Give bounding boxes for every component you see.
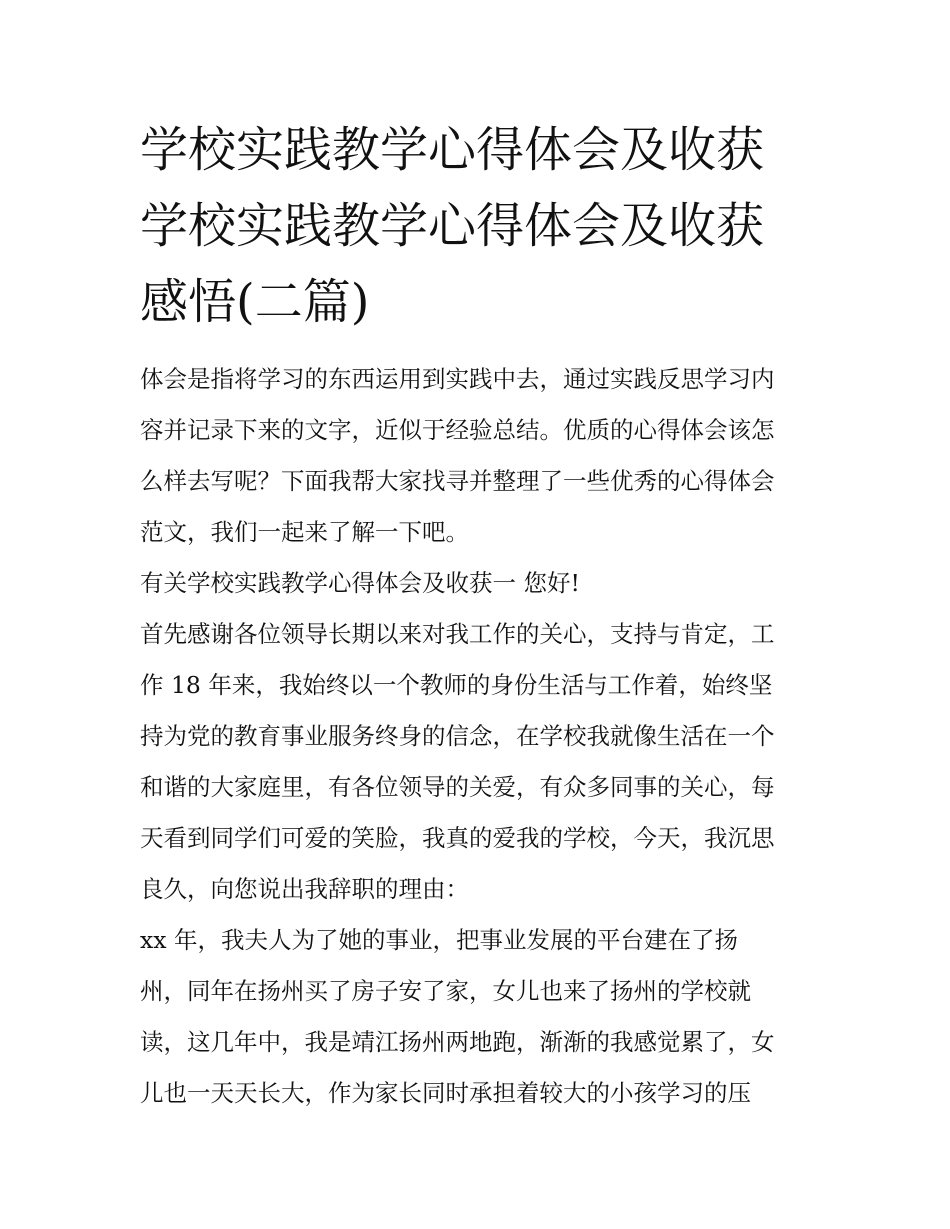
title-line: 感悟(二篇): [140, 274, 370, 330]
document-body: [140, 354, 820, 1119]
body-line: xx 年，我夫人为了她的事业，把事业发展的平台建在了扬: [140, 926, 738, 954]
title-line: 学校实践教学心得体会及收获: [140, 122, 765, 178]
body-line: 体会是指将学习的东西运用到实践中去，通过实践反思学习内: [140, 365, 775, 393]
body-line: 天看到同学们可爱的笑脸，我真的爱我的学校，今天，我沉思: [140, 824, 775, 852]
section-heading-line: 有关学校实践教学心得体会及收获一 您好!: [140, 569, 580, 597]
document-title: [140, 112, 840, 340]
body-line: 容并记录下来的文字，近似于经验总结。优质的心得体会该怎: [140, 416, 775, 444]
body-line: 作 18 年来，我始终以一个教师的身份生活与工作着，始终坚: [140, 671, 773, 699]
body-line: 范文，我们一起来了解一下吧。: [140, 518, 469, 546]
body-line: 州，同年在扬州买了房子安了家，女儿也来了扬州的学校就: [140, 977, 751, 1005]
title-line: 学校实践教学心得体会及收获: [140, 198, 765, 254]
body-line: 儿也一天天长大，作为家长同时承担着较大的小孩学习的压: [140, 1079, 751, 1107]
body-line: 首先感谢各位领导长期以来对我工作的关心，支持与肯定，工: [140, 620, 775, 648]
body-line: 和谐的大家庭里，有各位领导的关爱，有众多同事的关心，每: [140, 773, 775, 801]
body-line: 读，这几年中，我是靖江扬州两地跑，渐渐的我感觉累了，女: [140, 1028, 775, 1056]
body-line: 良久，向您说出我辞职的理由：: [140, 875, 469, 903]
body-line: 持为党的教育事业服务终身的信念，在学校我就像生活在一个: [140, 722, 775, 750]
body-line: 么样去写呢？下面我帮大家找寻并整理了一些优秀的心得体会: [140, 467, 775, 495]
